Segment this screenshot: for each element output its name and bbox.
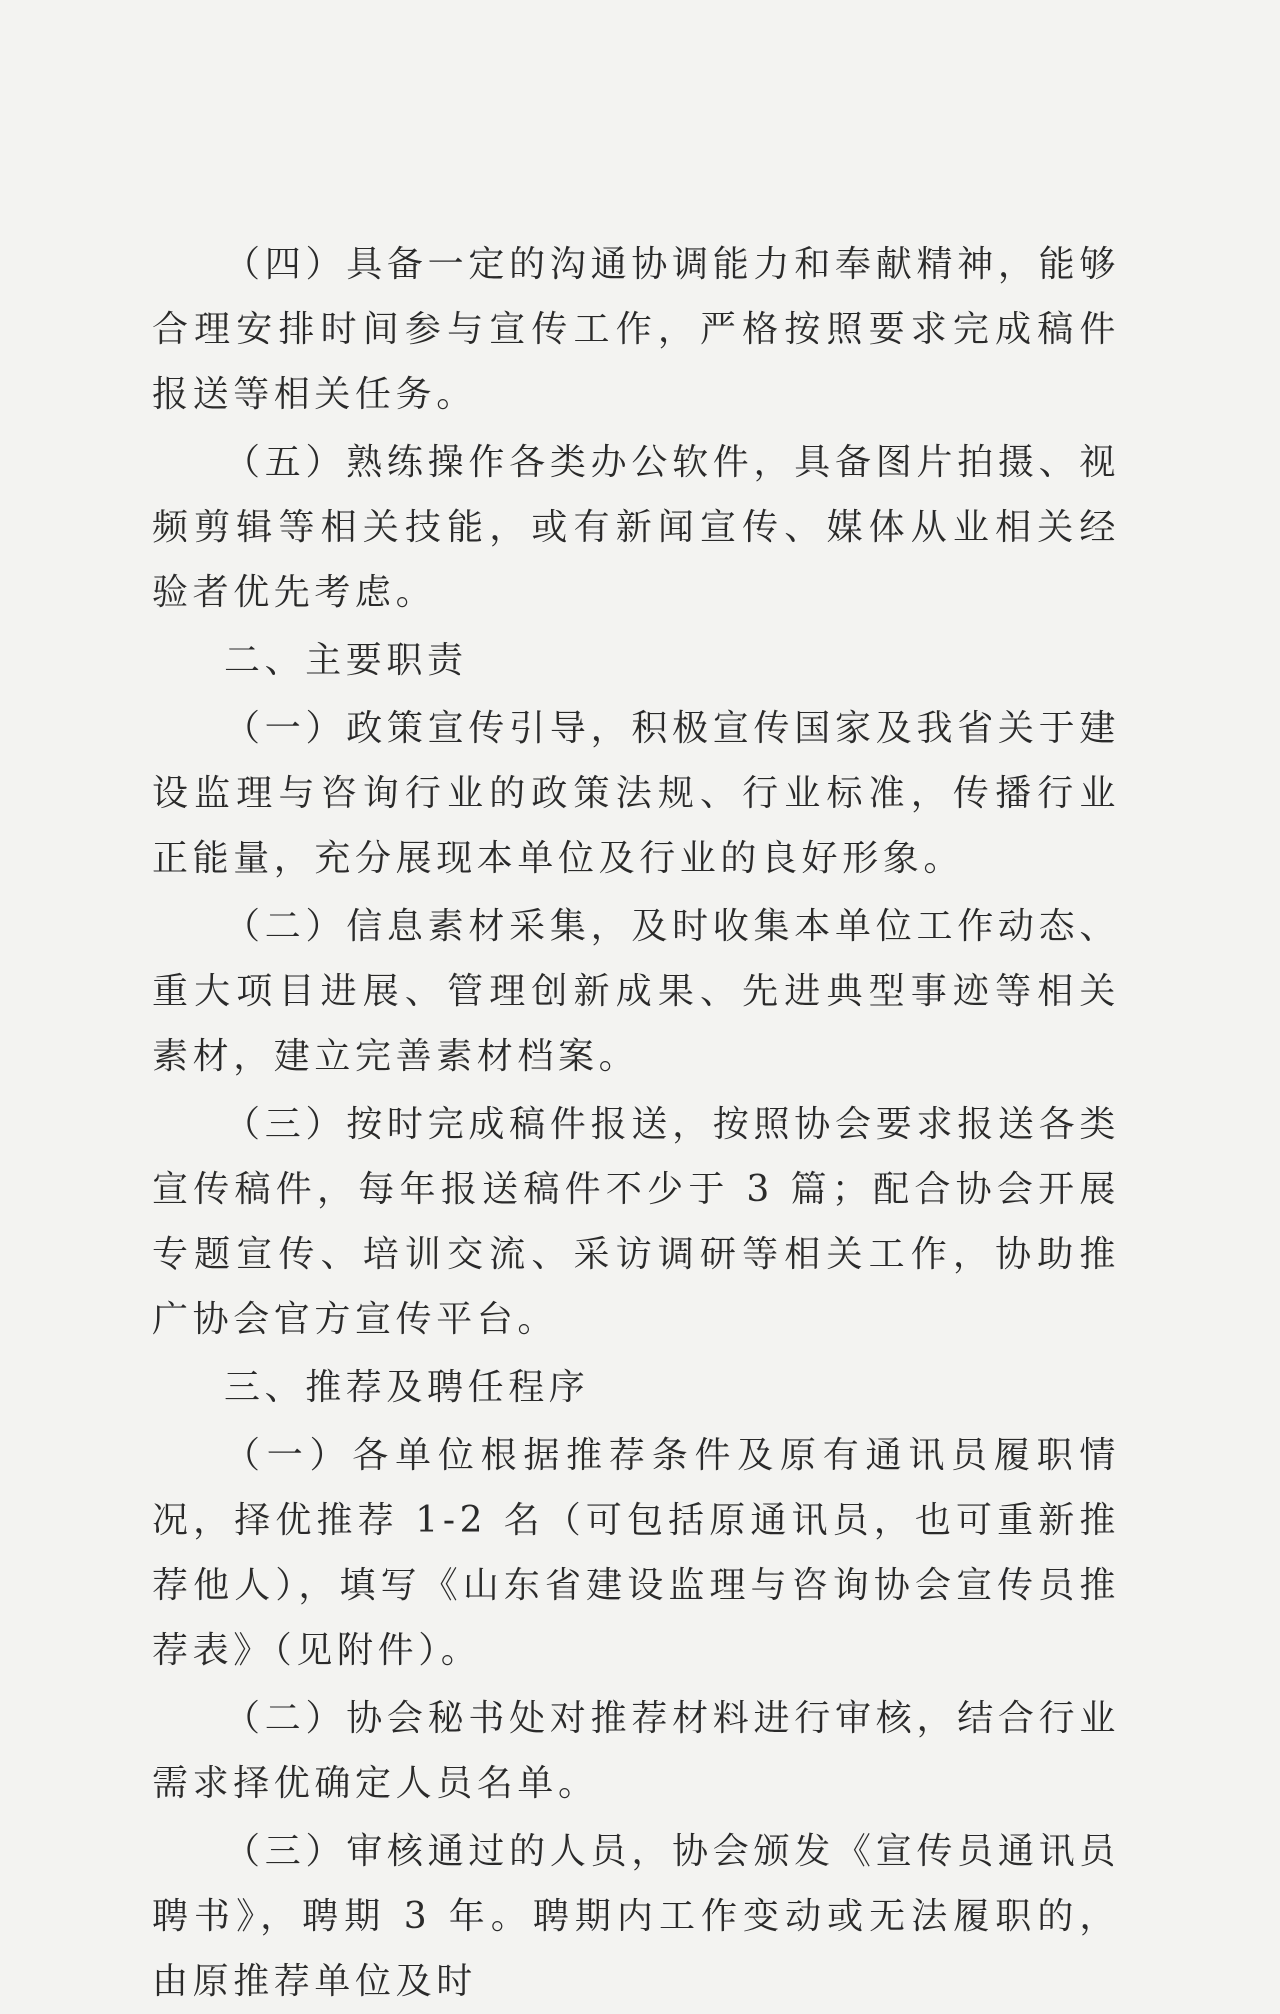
paragraph-text: （四）具备一定的沟通协调能力和奉献精神，能够合理安排时间参与宣传工作，严格按照要求完成稿件报送等相关任务。 (152, 244, 1120, 415)
paragraph-qualification-4 (152, 232, 1120, 427)
section-heading-duties (152, 628, 1120, 693)
paragraph-duty-1 (152, 696, 1120, 891)
paragraph-text: （二）信息素材采集，及时收集本单位工作动态、重大项目进展、管理创新成果、先进典型事迹等相关素材，建立完善素材档案。 (152, 906, 1120, 1077)
section-heading: 二、主要职责 (224, 640, 468, 681)
paragraph-duty-3 (152, 1092, 1120, 1352)
paragraph-text: （五）熟练操作各类办公软件，具备图片拍摄、视频剪辑等相关技能，或有新闻宣传、媒体从业相关经验者优先考虑。 (152, 442, 1120, 613)
section-heading: 三、推荐及聘任程序 (224, 1367, 590, 1408)
paragraph-text: （三）审核通过的人员，协会颁发《宣传员通讯员聘书》，聘期 3 年。聘期内工作变动或无法履职的，由原推荐单位及时 (152, 1831, 1120, 2002)
paragraph-procedure-2 (152, 1686, 1120, 1816)
paragraph-text: （一）政策宣传引导，积极宣传国家及我省关于建设监理与咨询行业的政策法规、行业标准，传播行业正能量，充分展现本单位及行业的良好形象。 (152, 708, 1120, 879)
paragraph-text: （一）各单位根据推荐条件及原有通讯员履职情况，择优推荐 1-2 名（可包括原通讯员，也可重新推荐他人），填写《山东省建设监理与咨询协会宣传员推荐表》（见附件）。 (152, 1435, 1120, 1671)
paragraph-text: （三）按时完成稿件报送，按照协会要求报送各类宣传稿件，每年报送稿件不少于 3 篇；配合协会开展专题宣传、培训交流、采访调研等相关工作，协助推广协会官方宣传平台。 (152, 1104, 1120, 1340)
paragraph-qualification-5 (152, 430, 1120, 625)
paragraph-procedure-3 (152, 1819, 1120, 2014)
paragraph-text: （二）协会秘书处对推荐材料进行审核，结合行业需求择优确定人员名单。 (152, 1698, 1120, 1804)
paragraph-duty-2 (152, 894, 1120, 1089)
section-heading-procedure (152, 1355, 1120, 1420)
paragraph-procedure-1 (152, 1423, 1120, 1683)
